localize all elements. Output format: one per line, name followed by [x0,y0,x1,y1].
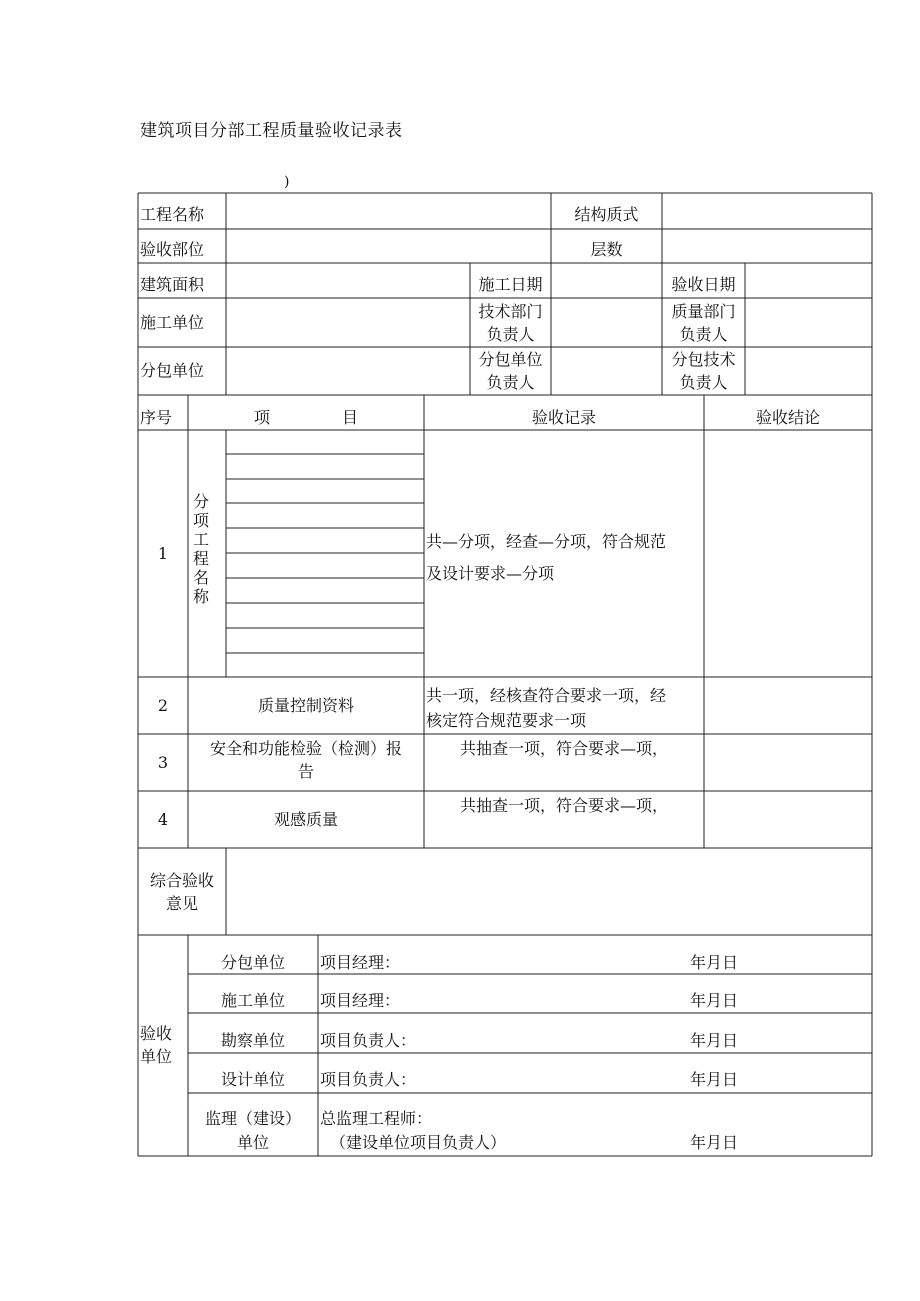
unit-supervision-role-line1: 总监理工程师： [320,1109,433,1128]
unit-supervision-name-line1: 监理（建设） [204,1109,301,1128]
label-contractor: 施工单位 [140,313,205,332]
label-acceptance-date: 验收日期 [671,275,736,294]
unit-sub-date: 年月日 [690,953,739,972]
row2-number: 2 [157,696,169,715]
unit-survey-name: 勘察单位 [220,1031,285,1050]
label-floors: 层数 [590,240,623,259]
row2-record-line2: 核定符合规范要求一项 [426,711,587,730]
unit-sub-role: 项目经理： [320,953,401,972]
unit-survey-date: 年月日 [690,1031,739,1050]
row1-vertical-label: 分项工程名称 [192,492,209,606]
label-tech-dept-line1: 技术部门 [478,302,543,321]
units-label-line1: 验收 [140,1024,173,1043]
label-structure-type: 结构质式 [574,205,639,224]
header-record: 验收记录 [531,408,596,427]
row4-record: 共抽查一项，符合要求—项， [460,796,669,815]
paren-mark: ) [284,174,290,190]
overall-label-line1: 综合验收 [149,871,214,890]
label-project-name: 工程名称 [140,205,205,224]
unit-design-date: 年月日 [690,1070,739,1089]
header-conclusion: 验收结论 [755,408,820,427]
label-construction-date: 施工日期 [478,275,543,294]
row3-number: 3 [157,753,169,772]
unit-design-name: 设计单位 [220,1070,285,1089]
document-title: 建筑项目分部工程质量验收记录表 [140,121,403,141]
header-item-b: 目 [342,408,359,427]
label-sub-unit-line2: 负责人 [486,373,535,392]
unit-sub-name: 分包单位 [220,953,285,972]
label-quality-dept-line2: 负责人 [679,325,728,344]
label-sub-tech-line2: 负责人 [679,373,728,392]
unit-supervision-name-line2: 单位 [236,1133,269,1152]
row4-item: 观感质量 [273,810,338,829]
overall-label-line2: 意见 [165,894,198,913]
row1-record-line1: 共—分项，经查—分项，符合规范 [426,532,667,551]
row3-record: 共抽查一项，符合要求—项， [460,739,669,758]
unit-contractor-role: 项目经理： [320,991,401,1010]
label-tech-dept-line2: 负责人 [486,325,535,344]
unit-contractor-name: 施工单位 [220,991,285,1010]
header-item-a: 项 [254,408,271,427]
row3-item-line1: 安全和功能检验（检测）报 [209,739,402,758]
row1-record-line2: 及设计要求—分项 [426,564,555,583]
label-quality-dept-line1: 质量部门 [671,302,736,321]
unit-supervision-date: 年月日 [690,1133,739,1152]
label-sub-tech-line1: 分包技术 [671,350,736,369]
label-acceptance-part: 验收部位 [140,240,205,259]
label-building-area: 建筑面积 [140,275,205,294]
unit-design-role: 项目负责人： [320,1070,417,1089]
row4-number: 4 [157,810,169,829]
label-sub-unit-line1: 分包单位 [478,350,543,369]
unit-supervision-role-line2: （建设单位项目负责人） [330,1133,507,1152]
unit-contractor-date: 年月日 [690,991,739,1010]
unit-survey-role: 项目负责人： [320,1031,417,1050]
units-label-line2: 单位 [140,1047,173,1066]
row2-item: 质量控制资料 [257,696,354,715]
row2-record-line1: 共一项，经核查符合要求一项，经 [426,686,667,705]
label-subcontractor: 分包单位 [140,361,205,380]
row3-item-line2: 告 [297,762,314,781]
row1-number: 1 [157,544,169,563]
header-seq: 序号 [140,408,173,427]
